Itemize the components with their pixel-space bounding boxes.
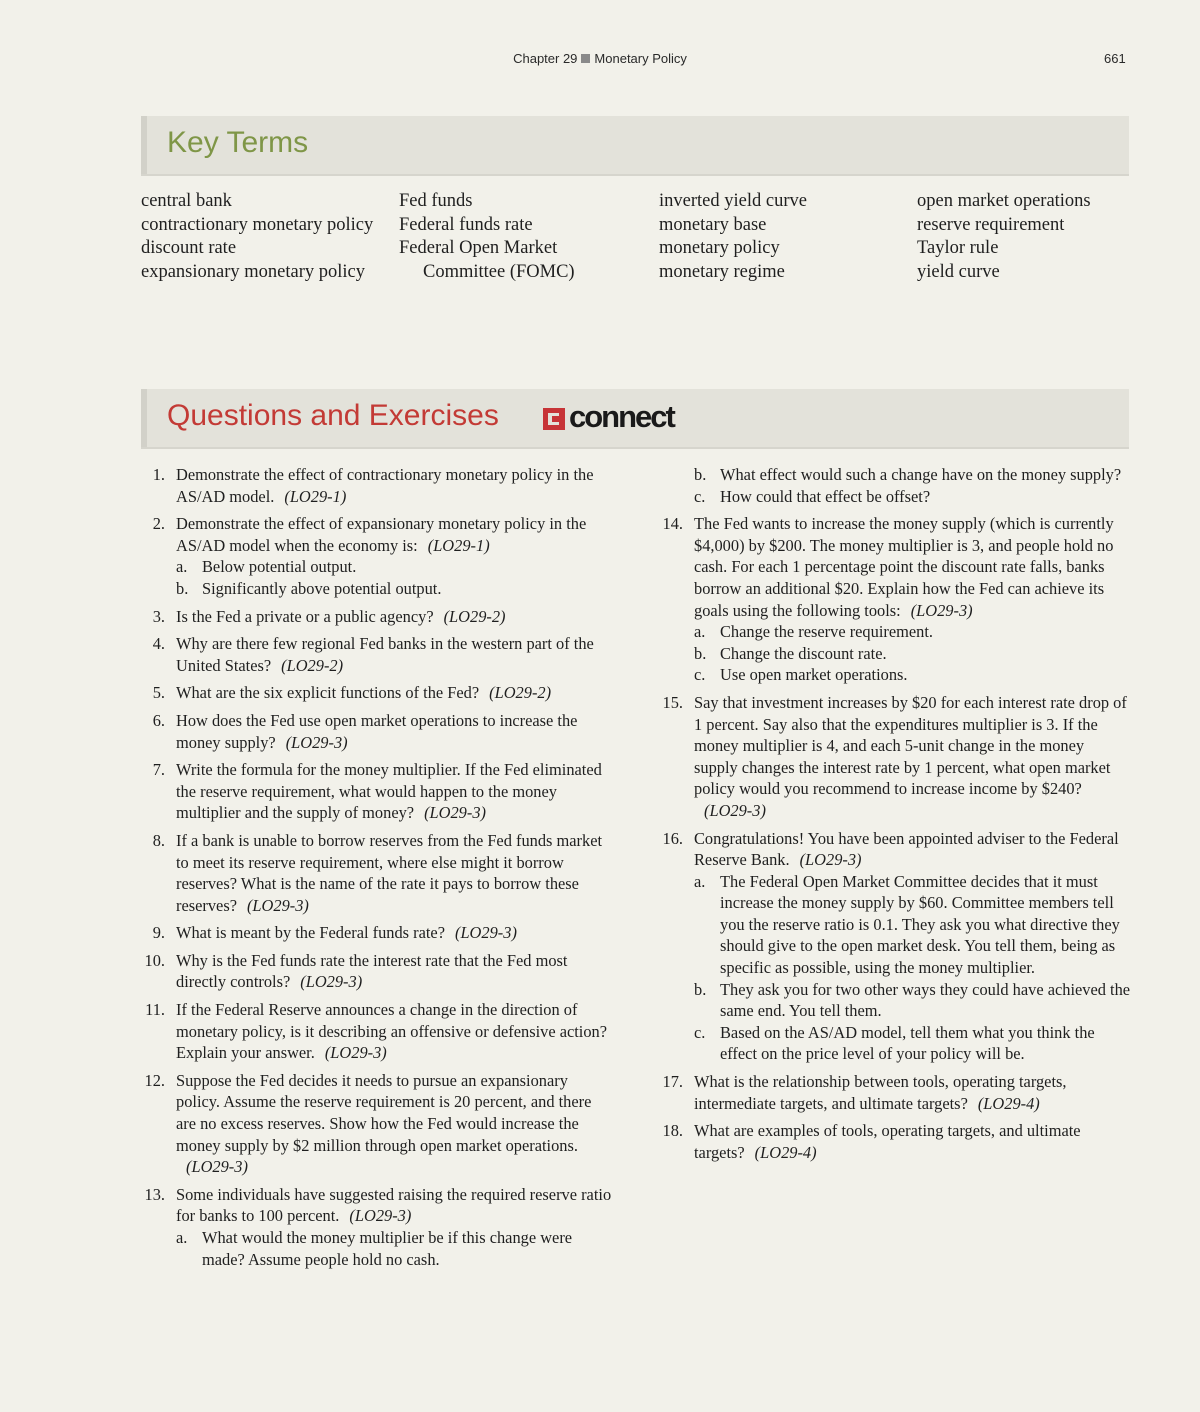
question-item bbox=[141, 513, 613, 599]
subitem-letter: b. bbox=[694, 465, 707, 484]
question-subitem bbox=[176, 578, 613, 600]
question-number: 5. bbox=[152, 683, 165, 703]
subitem-letter: b. bbox=[176, 578, 189, 598]
question-subitem bbox=[694, 871, 1131, 979]
key-term: expansionary monetary policy bbox=[141, 262, 365, 283]
question-text: If a bank is unable to borrow reserves from the Fed funds market to meet its reserve requirement, where else might it borrow reserves? What is the name of the rate it pays to borrow these reserves? bbox=[176, 830, 603, 915]
questions-column-left bbox=[141, 464, 613, 1276]
question-text: What is meant by the Federal funds rate? bbox=[176, 923, 445, 943]
question-number: 2. bbox=[152, 514, 165, 534]
key-term: open market operations bbox=[917, 191, 1091, 211]
key-term: reserve requirement bbox=[917, 214, 1065, 235]
learning-objective: (LO29-2) bbox=[443, 606, 506, 626]
learning-objective: (LO29-3) bbox=[910, 600, 973, 620]
question-text: Say that investment increases by $20 for each interest rate drop of 1 percent. Say also that the expenditures multiplier is 3. If the money multiplier is 4, and each 5-unit change in the money supply changes the interest rate by 1 percent, what open market policy would you recommend to increase income by $240? bbox=[694, 692, 1127, 799]
question-item bbox=[659, 692, 1131, 822]
questions-column-right bbox=[659, 464, 1131, 1169]
question-continuation bbox=[659, 464, 1131, 507]
questions-heading bbox=[167, 399, 499, 433]
question-subitem bbox=[694, 486, 1131, 508]
question-number: 9. bbox=[152, 923, 165, 943]
learning-objective: (LO29-3) bbox=[349, 1206, 412, 1226]
question-text: If the Federal Reserve announces a change in the direction of monetary policy, is it describing an offensive or defensive action? Explain your answer. bbox=[176, 1000, 608, 1063]
subitem-text: Change the discount rate. bbox=[720, 643, 887, 663]
question-text: Demonstrate the effect of contractionary monetary policy in the AS/AD model. bbox=[176, 465, 594, 506]
subitem-text: Below potential output. bbox=[202, 557, 357, 577]
question-subitem bbox=[694, 664, 1131, 686]
question-number: 13. bbox=[144, 1184, 165, 1204]
question-text: Is the Fed a private or a public agency? bbox=[176, 606, 434, 626]
subitem-letter: b. bbox=[694, 643, 707, 663]
question-text: Why are there few regional Fed banks in the western part of the United States? bbox=[176, 634, 594, 675]
question-text: Why is the Fed funds rate the interest rate that the Fed most directly controls? bbox=[176, 950, 568, 992]
question-text: Demonstrate the effect of expansionary monetary policy in the AS/AD model when the economy is: bbox=[176, 514, 587, 555]
key-term: Taylor rule bbox=[917, 238, 999, 259]
question-item bbox=[141, 633, 613, 676]
key-terms-column bbox=[399, 190, 639, 285]
subitem-letter: a. bbox=[176, 557, 188, 577]
question-text: What are the six explicit functions of the Fed? bbox=[176, 683, 480, 703]
learning-objective: (LO29-3) bbox=[799, 850, 862, 870]
learning-objective: (LO29-1) bbox=[427, 535, 490, 555]
question-item bbox=[141, 1184, 613, 1270]
subitem-letter: a. bbox=[694, 622, 706, 642]
key-term: monetary policy bbox=[659, 238, 780, 259]
learning-objective: (LO29-3) bbox=[424, 803, 486, 823]
key-terms-column bbox=[917, 190, 1157, 285]
connect-logo bbox=[543, 399, 674, 435]
learning-objective: (LO29-3) bbox=[324, 1043, 387, 1063]
questions-banner bbox=[141, 389, 1129, 447]
key-term: contractionary monetary policy bbox=[141, 214, 374, 235]
question-item bbox=[141, 999, 613, 1064]
question-number: 14. bbox=[662, 514, 683, 534]
question-number: 6. bbox=[152, 710, 165, 730]
question-item bbox=[141, 950, 613, 993]
question-item bbox=[141, 922, 613, 944]
question-item bbox=[659, 1120, 1131, 1163]
question-number: 8. bbox=[152, 830, 165, 850]
question-item bbox=[141, 759, 613, 824]
subitem-text: They ask you for two other ways they could have achieved the same end. You tell them. bbox=[720, 979, 1131, 1021]
question-text: How does the Fed use open market operations to increase the money supply? bbox=[176, 710, 578, 752]
key-term: central bank bbox=[141, 191, 232, 211]
question-text: Congratulations! You have been appointed adviser to the Federal Reserve Bank. bbox=[694, 828, 1119, 870]
key-terms-column bbox=[141, 190, 381, 285]
question-number: 11. bbox=[145, 1000, 165, 1020]
subitem-text: How could that effect be offset? bbox=[720, 486, 931, 506]
question-number: 18. bbox=[662, 1121, 683, 1141]
question-number: 12. bbox=[144, 1070, 165, 1090]
connect-logo-icon bbox=[543, 408, 565, 430]
question-item bbox=[141, 1070, 613, 1178]
key-term: yield curve bbox=[917, 262, 1000, 283]
question-item bbox=[141, 606, 613, 628]
subitem-text: What would the money multiplier be if this change were made? Assume people hold no cash. bbox=[202, 1228, 573, 1269]
page-number: 661 bbox=[1104, 51, 1126, 66]
question-number: 15. bbox=[662, 692, 683, 712]
running-header bbox=[0, 51, 1200, 66]
question-text: Suppose the Fed decides it needs to pursue an expansionary policy. Assume the reserve requirement is 20 percent, and there are no excess reserves. Show how the Fed would increase the money supply by $2 million through open market operations. bbox=[176, 1070, 592, 1155]
question-subitem bbox=[694, 643, 1131, 665]
subitem-text: Use open market operations. bbox=[720, 665, 908, 685]
key-term: inverted yield curve bbox=[659, 191, 807, 211]
question-text: What are examples of tools, operating targets, and ultimate targets? bbox=[694, 1121, 1081, 1162]
question-number: 10. bbox=[144, 950, 165, 970]
key-term: Federal funds rate bbox=[399, 214, 533, 235]
questions-heading-text: Questions and Exercises bbox=[167, 399, 499, 432]
learning-objective: (LO29-4) bbox=[754, 1142, 817, 1162]
question-text: The Fed wants to increase the money supply (which is currently $4,000) by $200. The money multiplier is 3, and people hold no cash. For each 1 percentage point the discount rate falls, banks borrow an additional $20. Explain how the Fed can achieve its goals using the following tools: bbox=[694, 514, 1114, 620]
chapter-title: Monetary Policy bbox=[594, 51, 687, 66]
question-subitem bbox=[694, 464, 1131, 486]
chapter-label: Chapter 29 bbox=[513, 51, 578, 66]
question-subitem bbox=[694, 979, 1131, 1022]
learning-objective: (LO29-1) bbox=[284, 486, 347, 506]
learning-objective: (LO29-3) bbox=[454, 923, 517, 943]
question-text: What is the relationship between tools, operating targets, intermediate targets, and ultimate targets? bbox=[694, 1072, 1067, 1113]
question-item bbox=[141, 710, 613, 753]
question-item bbox=[659, 513, 1131, 686]
subitem-letter: a. bbox=[176, 1228, 188, 1247]
learning-objective: (LO29-2) bbox=[281, 655, 344, 675]
question-number: 7. bbox=[152, 760, 165, 780]
key-term: Fed funds bbox=[399, 191, 473, 211]
question-number: 3. bbox=[152, 606, 165, 626]
subitem-letter: c. bbox=[694, 1022, 706, 1042]
learning-objective: (LO29-2) bbox=[489, 683, 552, 703]
question-subitem bbox=[694, 621, 1131, 643]
learning-objective: (LO29-3) bbox=[246, 895, 309, 915]
subitem-text: Based on the AS/AD model, tell them what you think the effect on the price level of your policy will be. bbox=[720, 1022, 1095, 1064]
subitem-text: Significantly above potential output. bbox=[202, 578, 442, 598]
question-subitem bbox=[176, 1227, 613, 1270]
subitem-text: The Federal Open Market Committee decides that it must increase the money supply by $60. Committee members tell you the reserve ratio is 0.1. They ask you what directive they should give to the open market desk. You tell them, being as specific as possible, using the money multiplier. bbox=[720, 871, 1120, 978]
question-item bbox=[141, 464, 613, 507]
learning-objective: (LO29-3) bbox=[285, 732, 348, 752]
subitem-text: What effect would such a change have on the money supply? bbox=[720, 465, 1122, 484]
square-separator-icon bbox=[581, 54, 590, 63]
question-text: Some individuals have suggested raising the required reserve ratio for banks to 100 percent. bbox=[176, 1184, 612, 1226]
key-term: discount rate bbox=[141, 238, 237, 259]
question-number: 16. bbox=[662, 828, 683, 848]
question-number: 17. bbox=[662, 1072, 683, 1092]
connect-logo-text: connect bbox=[569, 399, 674, 434]
question-subitem bbox=[176, 556, 613, 578]
question-item bbox=[659, 828, 1131, 1066]
question-subitem bbox=[694, 1022, 1131, 1065]
subitem-letter: b. bbox=[694, 979, 707, 999]
key-terms-banner bbox=[141, 116, 1129, 174]
key-term: monetary base bbox=[659, 214, 767, 235]
key-terms-column bbox=[659, 190, 899, 285]
question-item bbox=[659, 1071, 1131, 1114]
learning-objective: (LO29-3) bbox=[300, 972, 363, 992]
question-number: 1. bbox=[152, 465, 165, 484]
key-terms-heading: Key Terms bbox=[167, 126, 309, 159]
key-term: Federal Open Market Committee (FOMC) bbox=[399, 238, 575, 283]
learning-objective: (LO29-4) bbox=[977, 1093, 1040, 1113]
question-item bbox=[141, 830, 613, 916]
question-text: Write the formula for the money multiplier. If the Fed eliminated the reserve requirement, what would happen to the money multiplier and the supply of money? bbox=[176, 760, 602, 823]
subitem-letter: a. bbox=[694, 871, 706, 891]
key-term: monetary regime bbox=[659, 262, 785, 283]
subitem-text: Change the reserve requirement. bbox=[720, 622, 933, 642]
question-item bbox=[141, 682, 613, 704]
subitem-letter: c. bbox=[694, 665, 706, 685]
learning-objective: (LO29-3) bbox=[704, 800, 766, 820]
subitem-letter: c. bbox=[694, 486, 706, 506]
learning-objective: (LO29-3) bbox=[186, 1157, 248, 1177]
question-number: 4. bbox=[152, 634, 165, 654]
